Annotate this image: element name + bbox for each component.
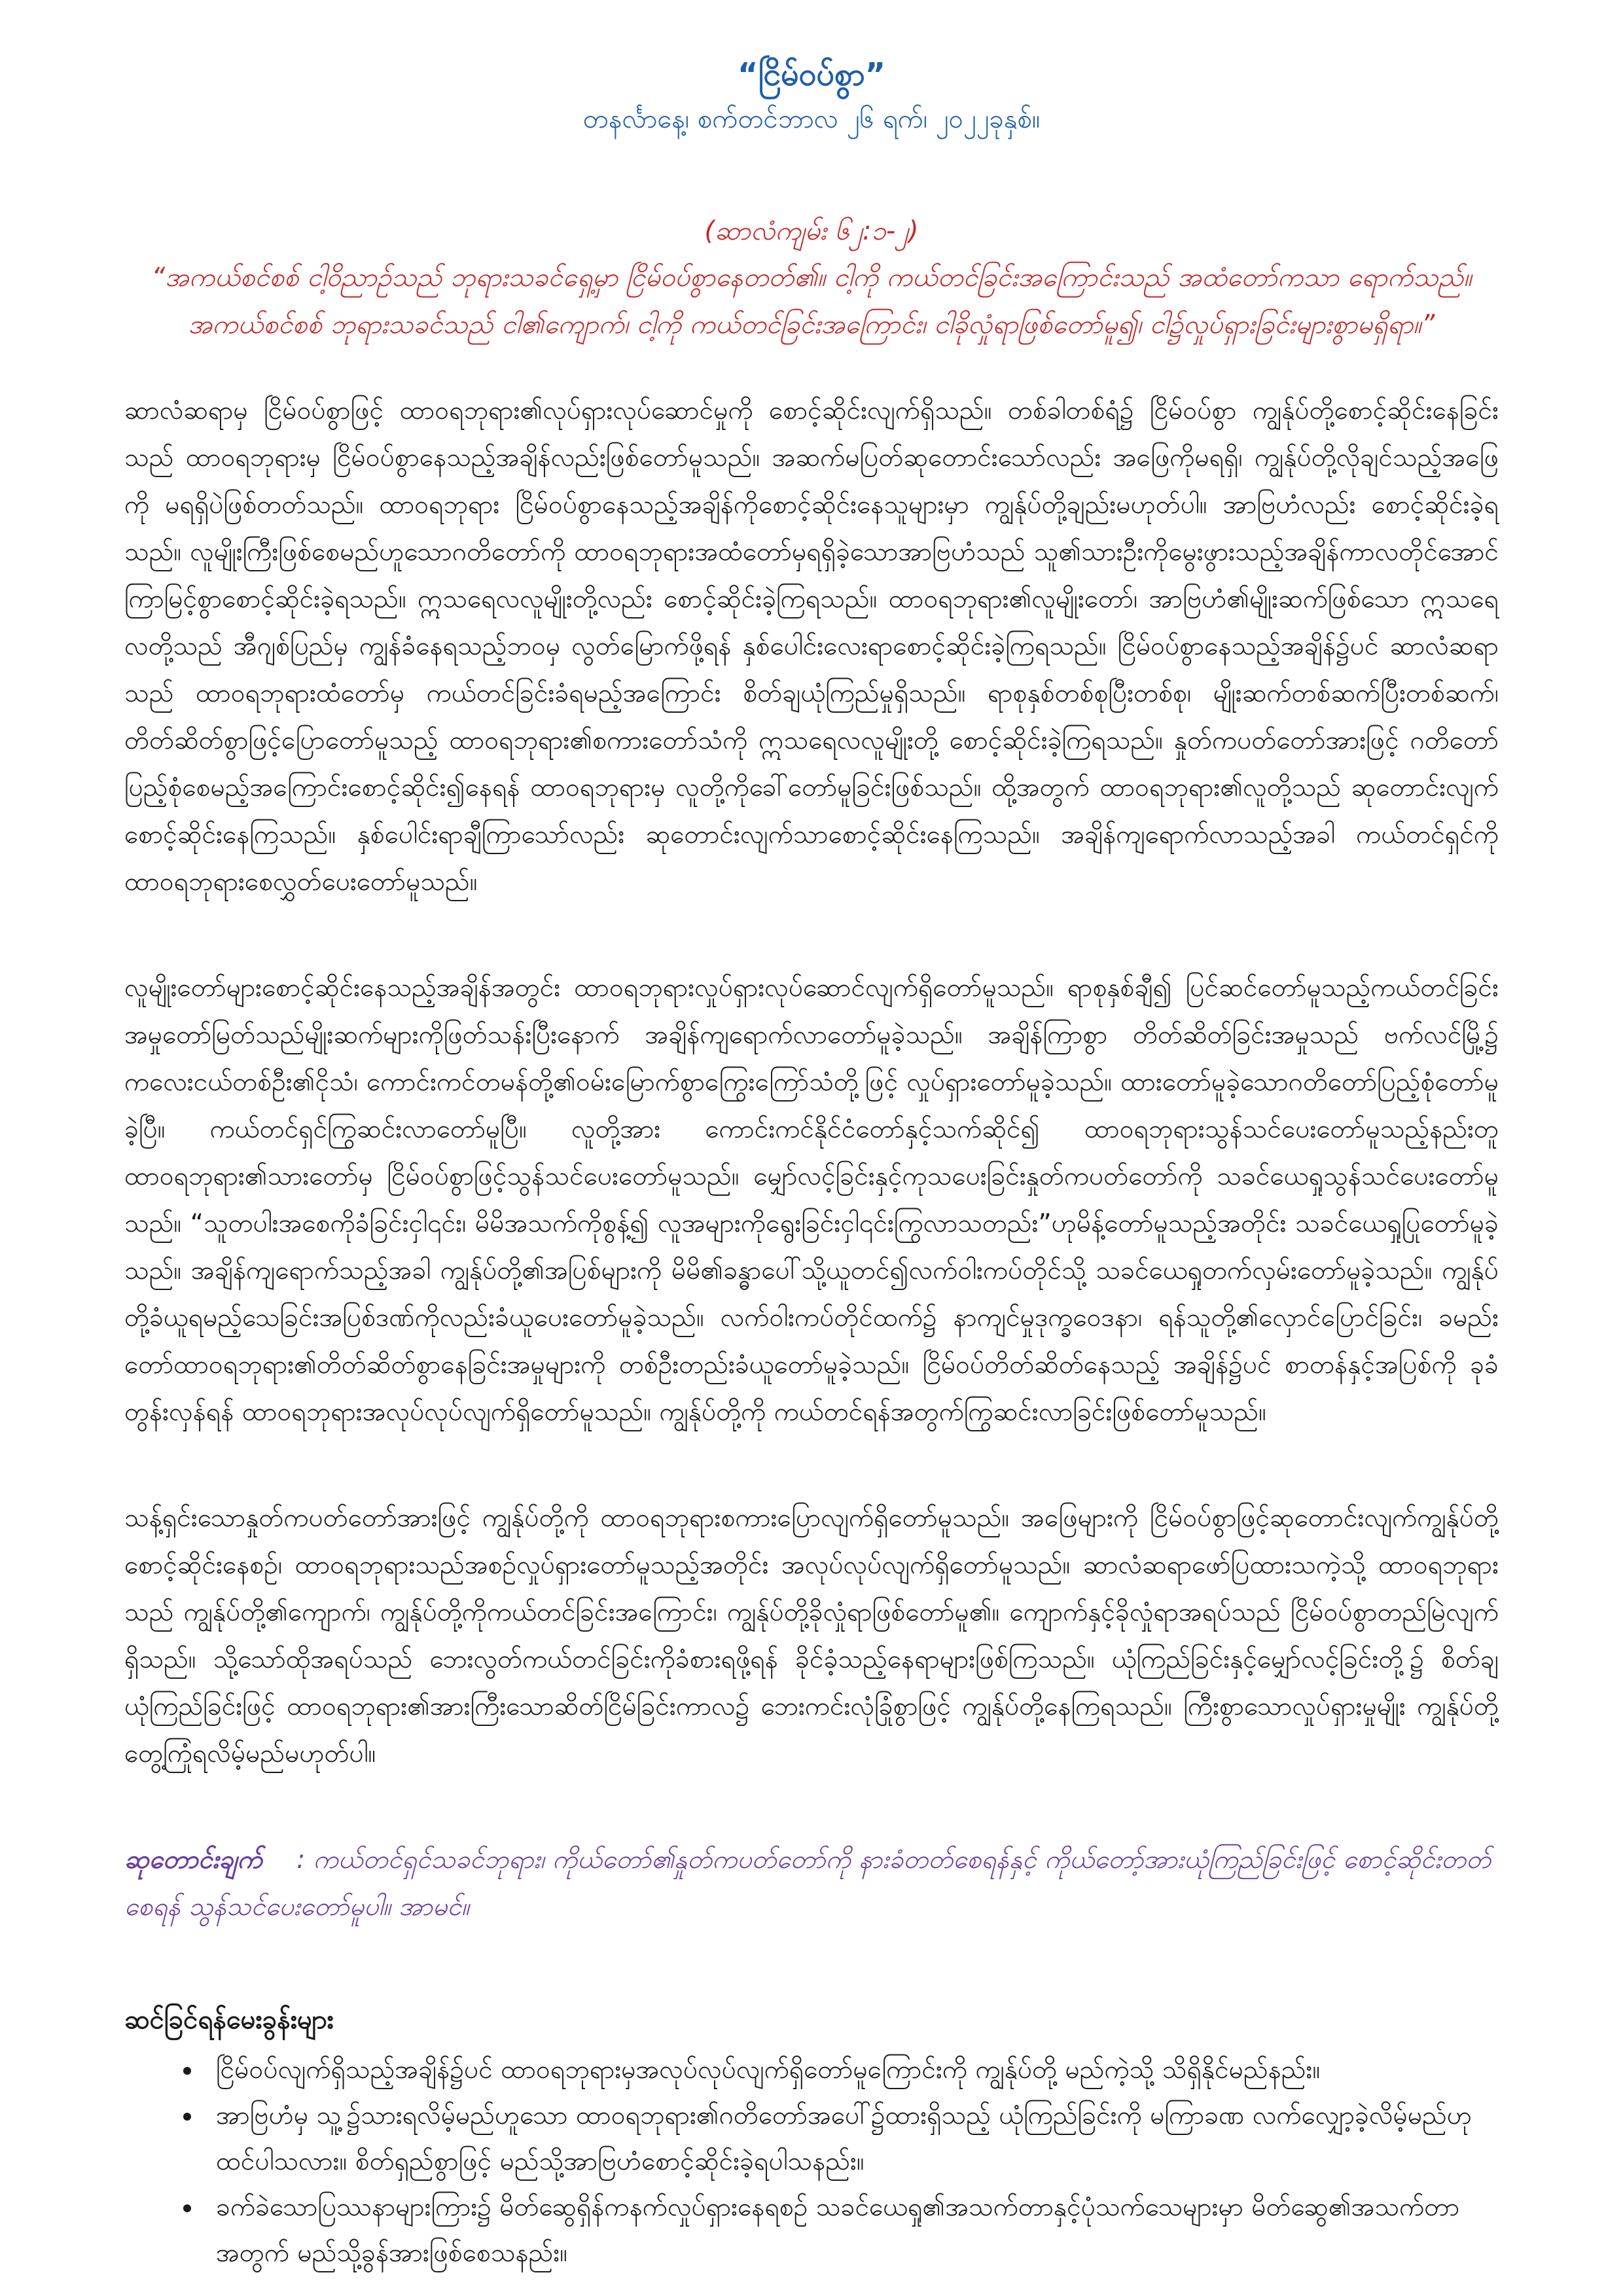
prayer-block — [124, 1837, 1499, 1931]
prayer-text: : ကယ်တင်ရှင်သခင်ဘုရား၊ ကိုယ်တော်၏နှုတ်ကပတ်တော်ကို နားခံတတ်စေရန်နှင့် ကိုယ်တော့်အားယုံကြည်ခြင်းဖြင့် စောင့်ဆိုင်းတတ်စေရန် သွန်သင်ပေးတော်မူပါ။ အာမင်။ — [124, 1845, 1491, 1922]
verse-line-1: “အကယ်စင်စစ် ငါ့ဝိညာဉ်သည် ဘုရားသခင်ရှေ့မှာ ငြိမ်ဝပ်စွာနေတတ်၏။ ငါ့ကို ကယ်တင်ခြင်းအကြောင်းသည် အထံတော်ကသာ ရောက်သည်။ — [151, 262, 1472, 293]
list-item: • ခက်ခဲသောပြဿနာများကြား၌ မိတ်ဆွေရှိန်ကနက်လှုပ်ရှားနေရစဉ် သခင်ယေရှု၏အသက်တာနှင့်ပုံသက်သေများမှာ မိတ်ဆွေ၏အသက်တာအတွက် မည်သို့ခွန်အားဖြစ်စေသနည်း။ — [203, 2185, 1499, 2276]
questions-list — [124, 2047, 1499, 2276]
scripture-reference: (ဆာလံကျမ်း ၆၂:၁-၂) — [704, 216, 919, 246]
page-title: “ငြိမ်ဝပ်စွာ” — [737, 56, 886, 93]
body-paragraph-3: သန့်ရှင်းသောနှုတ်ကပတ်တော်အားဖြင့် ကျွန်ုပ်တို့ကို ထာဝရဘုရားစကားပြောလျက်ရှိတော်မူသည်။ အဖြေများကို ငြိမ်ဝပ်စွာဖြင့်ဆုတောင်းလျက်ကျွန်ုပ်တို့စောင့်ဆိုင်းနေစဉ်၊ ထာဝရဘုရားသည်အစဉ်လှုပ်ရှားတော်မူသည့်အတိုင်း အလုပ်လုပ်လျက်ရှိတော်မူသည်။ ဆာလံဆရာဖော်ပြထားသကဲ့သို့ ထာဝရဘုရားသည် ကျွန်ုပ်တို့၏ကျောက်၊ ကျွန်ုပ်တို့ကိုကယ်တင်ခြင်းအကြောင်း၊ ကျွန်ုပ်တို့ခိုလှုံရာဖြစ်တော်မူ၏။ ကျောက်နှင့်ခိုလှုံရာအရပ်သည် ငြိမ်ဝပ်စွာတည်မြဲလျက်ရှိသည်။ သို့သော်ထိုအရပ်သည် ဘေးလွတ်ကယ်တင်ခြင်းကိုခံစားရဖို့ရန် ခိုင်ခံ့သည့်နေရာများဖြစ်ကြသည်။ ယုံကြည်ခြင်းနှင့်မျှော်လင့်ခြင်းတို့၌ စိတ်ချယုံကြည်ခြင်းဖြင့် ထာဝရဘုရား၏အားကြီးသောဆိတ်ငြိမ်ခြင်းကာလ၌ ဘေးကင်းလုံခြုံစွာဖြင့် ကျွန်ုပ်တို့နေကြရသည်။ ကြီးစွာသောလှုပ်ရှားမှုမျိုး ကျွန်ုပ်တို့တွေ့ကြုံရလိမ့်မည်မဟုတ်ပါ။ — [124, 1503, 1499, 1768]
list-item: • အာဗြဟံမှ သူ့၌သားရလိမ့်မည်ဟူသော ထာဝရဘုရား၏ဂတိတော်အပေါ်၌ထားရှိသည့် ယုံကြည်ခြင်းကို မကြာခဏ လက်လျှော့ခဲ့လိမ့်မည်ဟု ထင်ပါသလား။ စိတ်ရှည်စွာဖြင့် မည်သို့အာဗြဟံစောင့်ဆိုင်းခဲ့ရပါသနည်း။ — [203, 2093, 1499, 2185]
date-line: တနင်္လာနေ့၊ စက်တင်ဘာလ ၂၆ ရက်၊ ၂၀၂၂ခုနှစ်။ — [582, 104, 1041, 134]
questions-heading: ဆင်ခြင်ရန်မေးခွန်းများ — [124, 2005, 334, 2035]
list-item: • ငြိမ်ဝပ်လျက်ရှိသည့်အချိန်၌ပင် ထာဝရဘုရားမှအလုပ်လုပ်လျက်ရှိတော်မူကြောင်းကို ကျွန်ုပ်တို့ မည်ကဲ့သို့ သိရှိနိုင်မည်နည်း။ — [203, 2047, 1499, 2093]
body-paragraph-2: လူမျိုးတော်များစောင့်ဆိုင်းနေသည့်အချိန်အတွင်း ထာဝရဘုရားလှုပ်ရှားလုပ်ဆောင်လျက်ရှိတော်မူသည်။ ရာစုနှစ်ချီ၍ ပြင်ဆင်တော်မူသည့်ကယ်တင်ခြင်း အမှုတော်မြတ်သည်မျိုးဆက်များကိုဖြတ်သန်းပြီးနောက် အချိန်ကျရောက်လာတော်မူခဲ့သည်။ အချိန်ကြာစွာ တိတ်ဆိတ်ခြင်းအမှုသည် ဗက်လင်မြို့၌ ကလေးငယ်တစ်ဦး၏ငိုသံ၊ ကောင်းကင်တမန်တို့၏ဝမ်းမြောက်စွာကြွေးကြော်သံတို့ဖြင့် လှုပ်ရှားတော်မူခဲ့သည်။ ထားတော်မူခဲ့သောဂတိတော်ပြည့်စုံတော်မူခဲ့ပြီ။ ကယ်တင်ရှင်ကြွဆင်းလာတော်မူပြီ။ လူတို့အား ကောင်းကင်နိုင်ငံတော်နှင့်သက်ဆိုင်၍ ထာဝရဘုရားသွန်သင်ပေးတော်မူသည့်နည်းတူ ထာဝရဘုရား၏သားတော်မှ ငြိမ်ဝပ်စွာဖြင့်သွန်သင်ပေးတော်မူသည်။ မျှော်လင့်ခြင်းနှင့်ကုသပေးခြင်းနှုတ်ကပတ်တော်ကို သခင်ယေရှုသွန်သင်ပေးတော်မူသည်။ “သူတပါးအစေကိုခံခြင်းငှါ၎င်း၊ မိမိအသက်ကိုစွန့်၍ လူအများကိုရွေးခြင်းငှါ၎င်းကြွလာသတည်း”ဟုမိန့်တော်မူသည့်အတိုင်း သခင်ယေရှုပြုတော်မူခဲ့သည်။ အချိန်ကျရောက်သည့်အခါ ကျွန်ုပ်တို့၏အပြစ်များကို မိမိ၏ခန္ဓာပေါ်သို့ယူတင်၍လက်ဝါးကပ်တိုင်သို့ သခင်ယေရှုတက်လှမ်းတော်မူခဲ့သည်။ ကျွန်ုပ်တို့ခံယူရမည့်သေခြင်းအပြစ်ဒဏ်ကိုလည်းခံယူပေးတော်မူခဲ့သည်။ လက်ဝါးကပ်တိုင်ထက်၌ နာကျင်မှုဒုက္ခဝေဒနာ၊ ရန်သူတို့၏လှောင်ပြောင်ခြင်း၊ ခမည်းတော်ထာဝရဘုရား၏တိတ်ဆိတ်စွာနေခြင်းအမှုများကို တစ်ဦးတည်းခံယူတော်မူခဲ့သည်။ ငြိမ်ဝပ်တိတ်ဆိတ်နေသည့် အချိန်၌ပင် စာတန်နှင့်အပြစ်ကို ခုခံတွန်းလှန်ရန် ထာဝရဘုရားအလုပ်လုပ်လျက်ရှိတော်မူသည်။ ကျွန်ုပ်တို့ကို ကယ်တင်ရန်အတွက်ကြွဆင်းလာခြင်းဖြစ်တော်မူသည်။ — [124, 973, 1499, 1427]
prayer-label: ဆုတောင်းချက် — [124, 1845, 262, 1874]
verse-line-2: အကယ်စင်စစ် ဘုရားသခင်သည် ငါ၏ကျောက်၊ ငါ့ကို ကယ်တင်ခြင်းအကြောင်း၊ ငါခိုလှုံရာဖြစ်တော်မူ၍၊ ငါ၌လှုပ်ရှားခြင်းများစွာမရှိရာ။” — [188, 310, 1435, 340]
body-paragraph-1: ဆာလံဆရာမှ ငြိမ်ဝပ်စွာဖြင့် ထာဝရဘုရား၏လုပ်ရှားလုပ်ဆောင်မှုကို စောင့်ဆိုင်းလျက်ရှိသည်။ တစ်ခါတစ်ရံ၌ ငြိမ်ဝပ်စွာ ကျွန်ုပ်တို့စောင့်ဆိုင်းနေခြင်းသည် ထာဝရဘုရားမှ ငြိမ်ဝပ်စွာနေသည့်အချိန်လည်းဖြစ်တော်မူသည်။ အဆက်မပြတ်ဆုတောင်းသော်လည်း အဖြေကိုမရရှိ၊ ကျွန်ုပ်တို့လိုချင်သည့်အဖြေကို မရရှိပဲဖြစ်တတ်သည်။ ထာဝရဘုရား ငြိမ်ဝပ်စွာနေသည့်အချိန်ကိုစောင့်ဆိုင်းနေသူများမှာ ကျွန်ုပ်တို့ချည်းမဟုတ်ပါ။ အာဗြဟံလည်း စောင့်ဆိုင်းခဲ့ရသည်။ လူမျိုးကြီးဖြစ်စေမည်ဟူသောဂတိတော်ကို ထာဝရဘုရားအထံတော်မှရရှိခဲ့သောအာဗြဟံသည် သူ၏သားဦးကိုမွေးဖွားသည့်အချိန်ကာလတိုင်အောင် ကြာမြင့်စွာစောင့်ဆိုင်းခဲ့ရသည်။ ဣသရေလလူမျိုးတို့လည်း စောင့်ဆိုင်းခဲ့ကြရသည်။ ထာဝရဘုရား၏လူမျိုးတော်၊ အာဗြဟံ၏မျိုးဆက်ဖြစ်သော ဣသရေလတို့သည် အီဂျစ်ပြည်မှ ကျွန်ခံနေရသည့်ဘဝမှ လွတ်မြောက်ဖို့ရန် နှစ်ပေါင်းလေးရာစောင့်ဆိုင်းခဲ့ကြရသည်။ ငြိမ်ဝပ်စွာနေသည့်အချိန်၌ပင် ဆာလံဆရာသည် ထာဝရဘုရားထံတော်မှ ကယ်တင်ခြင်းခံရမည့်အကြောင်း စိတ်ချယုံကြည်မှုရှိသည်။ ရာစုနှစ်တစ်စုပြီးတစ်စု၊ မျိုးဆက်တစ်ဆက်ပြီးတစ်ဆက်၊ တိတ်ဆိတ်စွာဖြင့်ပြောတော်မူသည့် ထာဝရဘုရား၏စကားတော်သံကို ဣသရေလလူမျိုးတို့ စောင့်ဆိုင်းခဲ့ကြရသည်။ နှုတ်ကပတ်တော်အားဖြင့် ဂတိတော်ပြည့်စုံစေမည့်အကြောင်းစောင့်ဆိုင်း၍နေရန် ထာဝရဘုရားမှ လူတို့ကိုခေါ်တော်မူခြင်းဖြစ်သည်။ ထို့အတွက် ထာဝရဘုရား၏လူတို့သည် ဆုတောင်းလျက်စောင့်ဆိုင်းနေကြသည်။ နှစ်ပေါင်းရာချီကြာသော်လည်း ဆုတောင်းလျက်သာစောင့်ဆိုင်းနေကြသည်။ အချိန်ကျရောက်လာသည့်အခါ ကယ်တင်ရှင်ကို ထာဝရဘုရားစေလွှတ်ပေးတော်မူသည်။ — [124, 396, 1499, 897]
scripture-verse — [124, 254, 1499, 348]
